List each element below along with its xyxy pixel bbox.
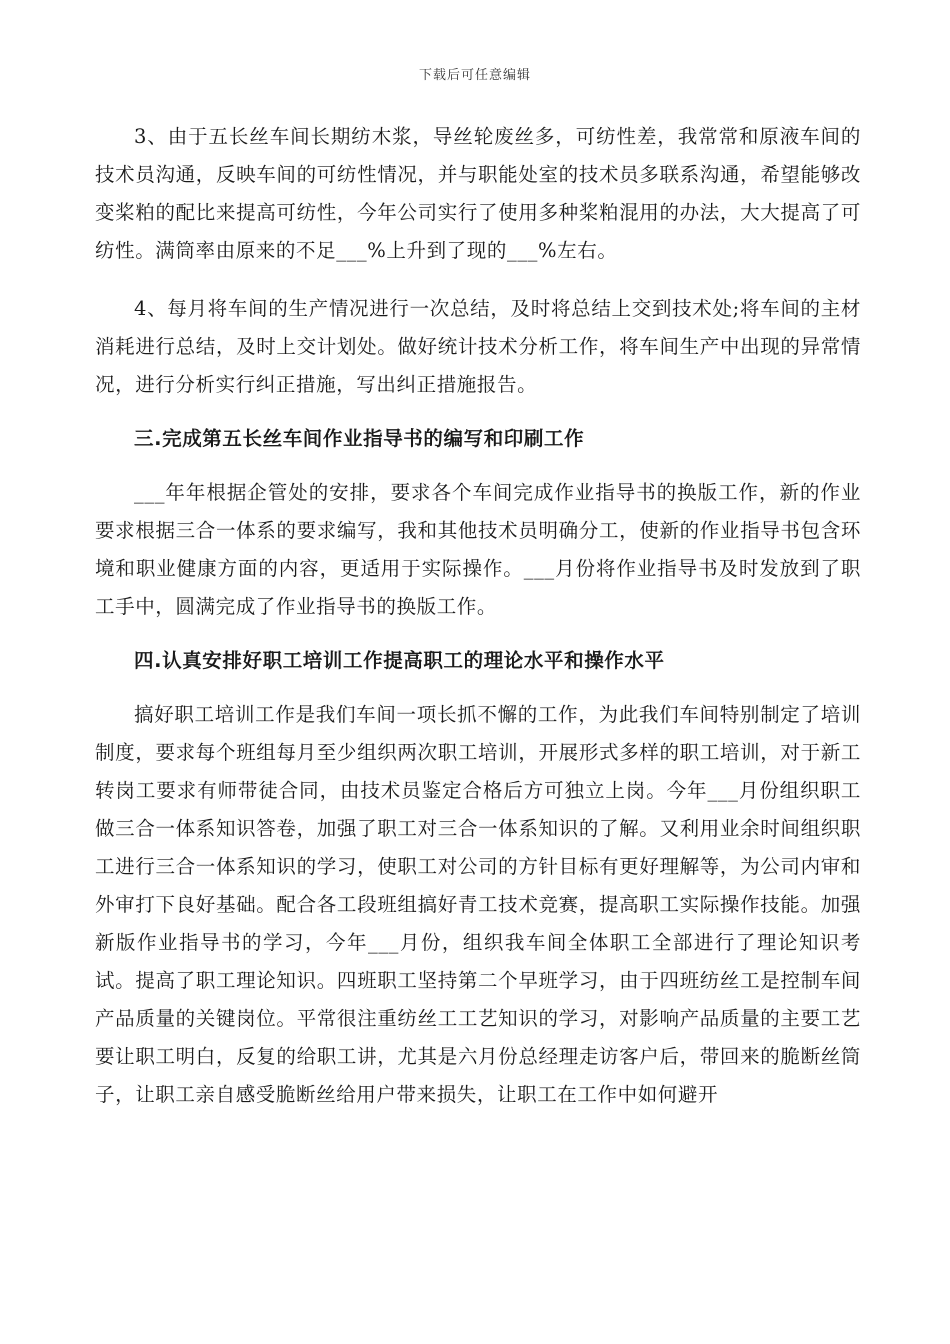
- paragraph-section-4: 搞好职工培训工作是我们车间一项长抓不懈的工作，为此我们车间特别制定了培训制度，要求每个班组每月至少组织两次职工培训，开展形式多样的职工培训，对于新工转岗工要求有师带徒合同，由技术员鉴定合格后方可独立上岗。今年___月份组织职工做三合一体系知识答卷，加强了职工对三合一体系知识的了解。又利用业余时间组织职工进行三合一体系知识的学习，使职工对公司的方针目标有更好理解等，为公司内审和外审打下良好基础。配合各工段班组搞好青工技术竞赛，提高职工实际操作技能。加强新版作业指导书的学习，今年___月份，组织我车间全体职工全部进行了理论知识考试。提高了职工理论知识。四班职工坚持第二个早班学习，由于四班纺丝工是控制车间产品质量的关键岗位。平常很注重纺丝工工艺知识的学习，对影响产品质量的主要工艺要让职工明白，反复的给职工讲，尤其是六月份总经理走访客户后，带回来的脆断丝筒子，让职工亲自感受脆断丝给用户带来损失，让职工在工作中如何避开: [95, 703, 861, 1106]
- spacer: [95, 680, 861, 696]
- spacer: [95, 404, 861, 420]
- section-heading-4: 四.认真安排好职工培训工作提高职工的理论水平和操作水平: [134, 649, 665, 672]
- paragraph-section-3: ___年年根据企管处的安排，要求各个车间完成作业指导书的换版工作，新的作业要求根据三合一体系的要求编写，我和其他技术员明确分工，使新的作业指导书包含环境和职业健康方面的内容，更适用于实际操作。___月份将作业指导书及时发放到了职工手中，圆满完成了作业指导书的换版工作。: [95, 481, 861, 618]
- paragraph-item-4: 4、每月将车间的生产情况进行一次总结，及时将总结上交到技术处;将车间的主材消耗进行总结，及时上交计划处。做好统计技术分析工作，将车间生产中出现的异常情况，进行分析实行纠正措施，写出纠正措施报告。: [95, 297, 861, 396]
- page-header: 下载后可任意编辑: [418, 68, 531, 83]
- section-heading-3: 三.完成第五长丝车间作业指导书的编写和印刷工作: [134, 427, 585, 450]
- paragraph-item-3: 3、由于五长丝车间长期纺木浆，导丝轮废丝多，可纺性差，我常常和原液车间的技术员沟通，反映车间的可纺性情况，并与职能处室的技术员多联系沟通，希望能够改变桨粕的配比来提高可纺性，今年公司实行了使用多种桨粕混用的办法，大大提高了可纺性。满筒率由原来的不足___%上升到了现的___%左右。: [95, 125, 861, 262]
- spacer: [95, 458, 861, 474]
- document-body: [95, 118, 861, 1114]
- spacer: [95, 626, 861, 642]
- spacer: [95, 270, 861, 290]
